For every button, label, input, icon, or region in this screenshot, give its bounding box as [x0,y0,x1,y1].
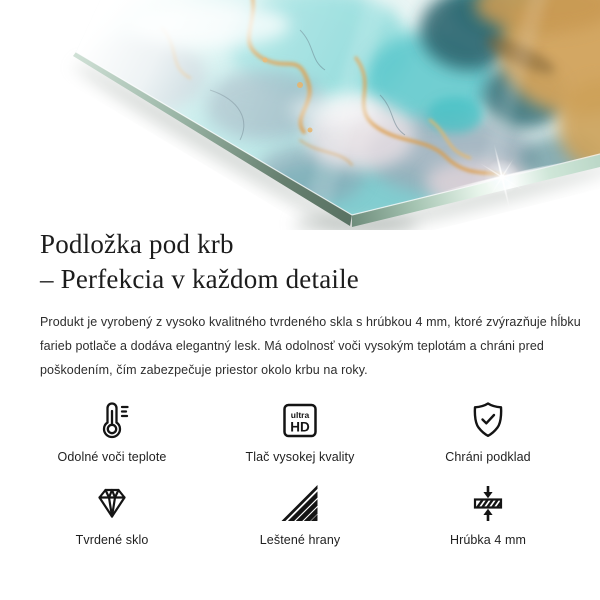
feature-label: Hrúbka 4 mm [449,533,527,547]
feature-heat-resistant [18,398,206,464]
feature-label: Leštené hrany [259,533,341,547]
feature-label: Tlač vysokej kvality [245,450,355,464]
page-title [40,227,359,297]
feature-print-quality [206,398,394,464]
thickness-icon [468,481,508,527]
ultra-hd-icon [280,398,320,444]
page-title-line1: Podložka pod krb [40,229,234,259]
feature-label: Tvrdené sklo [75,533,149,547]
polished-edges-icon [280,481,320,527]
glass-panel-illustration [0,0,600,230]
page-title-line2: – Perfekcia v každom detaile [40,264,359,294]
feature-thickness [394,481,582,547]
product-description: Produkt je vyrobený z vysoko kvalitného tvrdeného skla s hrúbkou 4 mm, ktoré zvýrazňuje hĺbku farieb potlače a dodáva elegantný lesk. Má odolnosť voči vysokým teplotám a chráni pred poškodením, čím zabezpečuje priestor okolo krbu na roky. [40,315,581,377]
feature-grid [18,398,582,547]
product-photo [0,0,600,230]
diamond-icon [92,481,132,527]
feature-label: Odolné voči teplote [57,450,167,464]
thermometer-icon [92,398,132,444]
feature-label: Chráni podklad [445,450,531,464]
feature-tempered-glass [18,481,206,547]
svg-text:ultra: ultra [290,410,310,420]
svg-text:HD: HD [290,419,310,435]
feature-protects-floor [394,398,582,464]
feature-polished-edges [206,481,394,547]
shield-check-icon [468,398,508,444]
